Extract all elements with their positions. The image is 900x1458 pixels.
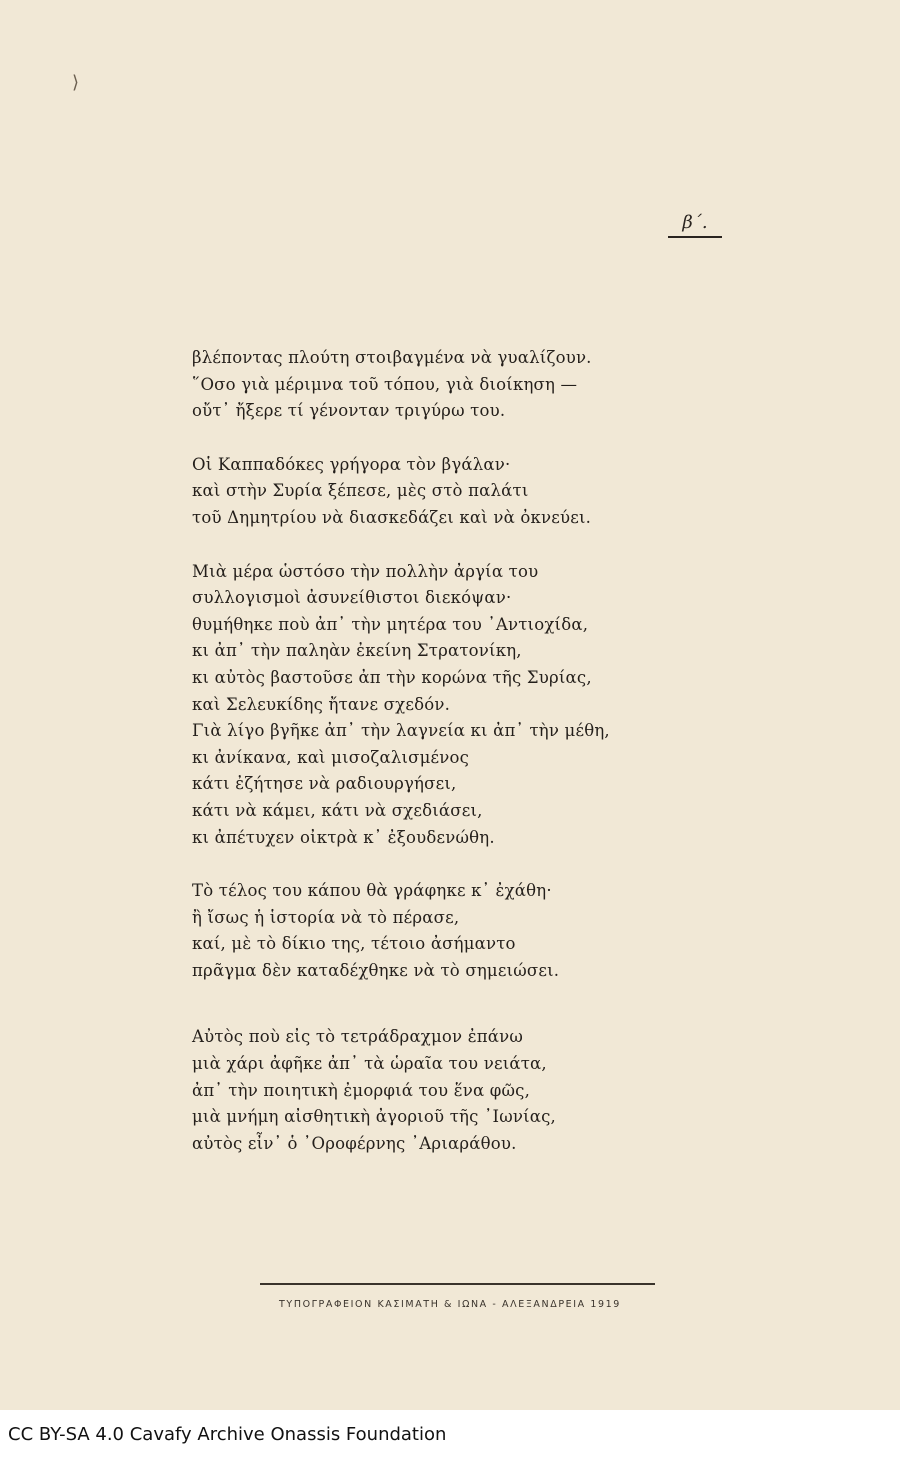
poem-line: κάτι νὰ κάμει, κάτι νὰ σχεδιάσει, xyxy=(192,800,483,820)
stanza xyxy=(192,1024,662,1157)
poem-line: κάτι ἐζήτησε νὰ ραδιουργήσει, xyxy=(192,774,457,794)
poem-line: κι ἀνίκανα, καὶ μισοζαλισμένος xyxy=(192,747,470,767)
section-underline xyxy=(668,236,722,238)
printer-imprint: ΤΥΠΟΓΡΑΦΕΙΟΝ ΚΑΣΙΜΑΤΗ & ΙΩΝΑ - ΑΛΕΞΑΝΔΡΕΙΑ 1919 xyxy=(279,1299,621,1310)
credit-line: CC BY-SA 4.0 Cavafy Archive Onassis Foundation xyxy=(8,1424,447,1445)
footer-rule xyxy=(260,1283,655,1285)
poem-line: Αὐτὸς ποὺ εἰς τὸ τετράδραχμον ἐπάνω xyxy=(192,1027,524,1047)
poem-line: ῞Οσο γιὰ μέριμνα τοῦ τόπου, γιὰ διοίκηση — xyxy=(192,374,578,394)
poem-line: βλέποντας πλούτη στοιβαγμένα νὰ γυαλίζουν. xyxy=(192,348,592,367)
poem-line: μιὰ μνήμη αἰσθητικὴ ἀγοριοῦ τῆς ᾿Ιωνίας, xyxy=(192,1107,556,1127)
poem-line: καὶ Σελευκίδης ἤτανε σχεδόν. xyxy=(192,694,451,714)
poem-line: καὶ στὴν Συρία ξέπεσε, μὲς στὸ παλάτι xyxy=(192,481,529,501)
poem-line: τοῦ Δημητρίου νὰ διασκεδάζει καὶ νὰ ὀκνεύει. xyxy=(192,507,592,527)
poem-line: πρᾶγμα δὲν καταδέχθηκε νὰ τὸ σημειώσει. xyxy=(192,960,560,980)
poem-line: ἢ ἴσως ἡ ἱστορία νὰ τὸ πέρασε, xyxy=(192,907,460,927)
corner-mark: ⟩ xyxy=(72,72,80,93)
poem-line: συλλογισμοὶ ἀσυνείθιστοι διεκόψαν· xyxy=(192,588,512,608)
poem-line: Οἱ Καππαδόκες γρήγορα τὸν βγάλαν· xyxy=(192,454,511,474)
stanza xyxy=(192,452,662,532)
poem-line: Μιὰ μέρα ὡστόσο τὴν πολλὴν ἀργία του xyxy=(192,561,539,581)
poem-body xyxy=(192,345,662,1184)
stanza xyxy=(192,345,662,425)
poem-line: κι αὐτὸς βαστοῦσε ἀπ τὴν κορώνα τῆς Συρίας, xyxy=(192,667,592,687)
poem-line: μιὰ χάρι ἀφῆκε ἀπ᾿ τὰ ὡραῖα του νειάτα, xyxy=(192,1054,547,1074)
poem-line: καί, μὲ τὸ δίκιο της, τέτοιο ἀσήμαντο xyxy=(192,934,516,954)
poem-line: ἀπ᾿ τὴν ποιητικὴ ἐμορφιά του ἕνα φῶς, xyxy=(192,1080,531,1100)
stanza xyxy=(192,559,662,852)
section-number: β΄. xyxy=(682,212,708,233)
poem-line: θυμήθηκε ποὺ ἀπ᾿ τὴν μητέρα του ᾿Αντιοχίδα, xyxy=(192,614,589,634)
stanza xyxy=(192,878,662,984)
poem-line: οὔτ᾿ ἤξερε τί γένονταν τριγύρω του. xyxy=(192,401,506,421)
poem-line: Γιὰ λίγο βγῆκε ἀπ᾿ τὴν λαγνεία κι ἀπ᾿ τὴν μέθη, xyxy=(192,721,610,741)
poem-line: κι ἀπ᾿ τὴν παληὰν ἐκείνη Στρατονίκη, xyxy=(192,641,522,661)
poem-line: αὐτὸς εἶν᾿ ὁ ᾿Οροφέρνης ᾿Αριαράθου. xyxy=(192,1133,517,1153)
poem-line: Τὸ τέλος του κάπου θὰ γράφηκε κ᾿ ἐχάθη· xyxy=(192,881,552,901)
poem-line: κι ἀπέτυχεν οἰκτρὰ κ᾿ ἐξουδενώθη. xyxy=(192,827,495,847)
